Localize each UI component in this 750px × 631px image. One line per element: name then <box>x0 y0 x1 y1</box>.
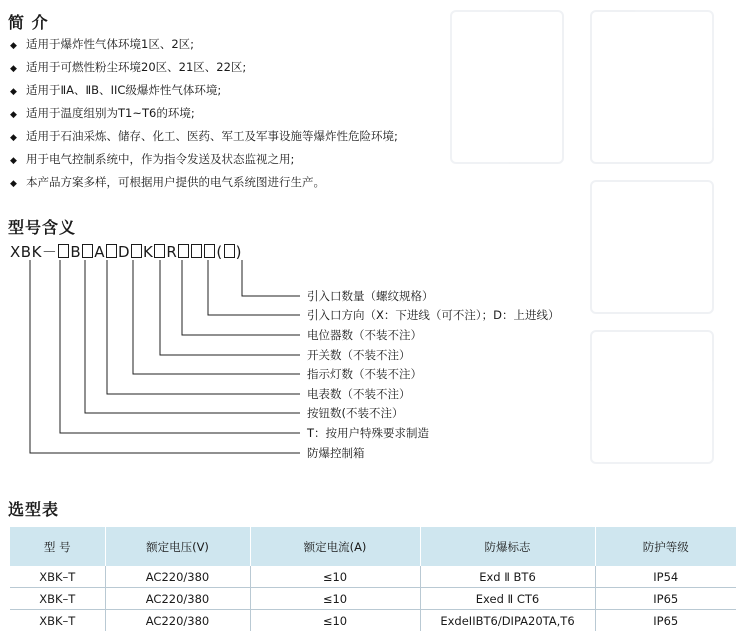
diamond-icon: ◆ <box>10 58 26 81</box>
legend-entry-entry-count: 引入口数量（螺纹规格） <box>307 289 434 303</box>
table-row <box>10 588 736 610</box>
table-cell: ExdeIIBT6/DIPA20TA,T6 <box>420 610 595 631</box>
legend-entry-entry-direction: 引入口方向（X：下进线（可不注）；D：上进线） <box>307 308 559 322</box>
column-header: 型 号 <box>10 527 105 566</box>
legend-line <box>208 260 300 315</box>
selection-table <box>10 527 736 631</box>
legend-entry-potentiometer: 电位器数（不装不注） <box>307 328 422 342</box>
table-row <box>10 610 736 631</box>
table-cell: IP65 <box>595 588 736 610</box>
table-cell: Exed Ⅱ CT6 <box>420 588 595 610</box>
table-cell: ≤10 <box>250 588 420 610</box>
column-header: 额定电压(V) <box>105 527 250 566</box>
table-cell: XBK–T <box>10 588 105 610</box>
table-cell: ≤10 <box>250 610 420 631</box>
legend-line <box>85 260 300 413</box>
list-item: ◆ 用于电气控制系统中，作为指令发送及状态监视之用; <box>10 148 398 171</box>
legend-line <box>242 260 300 296</box>
table-cell: IP54 <box>595 566 736 588</box>
model-title: 型号含义 <box>8 215 76 238</box>
model-code: XBK－ B A D K R ( ) <box>10 241 242 262</box>
table-cell: IP65 <box>595 610 736 631</box>
list-item: ◆ 适用于可燃性粉尘环境20区、21区、22区; <box>10 56 398 79</box>
list-item: ◆ 本产品方案多样，可根据用户提供的电气系统图进行生产。 <box>10 171 398 194</box>
table-cell: AC220/380 <box>105 610 250 631</box>
list-item: ◆ 适用于石油采炼、储存、化工、医药、军工及军事设施等爆炸性危险环境; <box>10 125 398 148</box>
legend-entry-switch: 开关数（不装不注） <box>307 348 411 362</box>
legend-line <box>30 260 300 453</box>
list-item: ◆ 适用于温度组别为T1~T6的环境; <box>10 102 398 125</box>
legend-entry-special: T：按用户特殊要求制造 <box>307 426 429 440</box>
column-header: 额定电流(A) <box>250 527 420 566</box>
legend-line <box>182 260 300 335</box>
legend-entry-box: 防爆控制箱 <box>307 446 365 460</box>
diamond-icon: ◆ <box>10 104 26 127</box>
table-cell: AC220/380 <box>105 588 250 610</box>
intro-title: 简 介 <box>8 10 49 33</box>
diamond-icon: ◆ <box>10 35 26 58</box>
diamond-icon: ◆ <box>10 127 26 150</box>
column-header: 防护等级 <box>595 527 736 566</box>
legend-entry-button: 按钮数(不装不注） <box>307 406 404 420</box>
table-cell: XBK–T <box>10 610 105 631</box>
table-cell: ≤10 <box>250 566 420 588</box>
legend-line <box>60 260 300 433</box>
table-row <box>10 566 736 588</box>
table-cell: Exd Ⅱ BT6 <box>420 566 595 588</box>
legend-entry-indicator: 指示灯数（不装不注） <box>307 367 422 381</box>
column-header: 防爆标志 <box>420 527 595 566</box>
diamond-icon: ◆ <box>10 150 26 173</box>
diamond-icon: ◆ <box>10 81 26 104</box>
table-cell: XBK–T <box>10 566 105 588</box>
table-header-row <box>10 527 736 566</box>
table-cell: AC220/380 <box>105 566 250 588</box>
legend-entry-meter: 电表数（不装不注） <box>307 387 411 401</box>
selection-title: 选型表 <box>8 497 59 520</box>
list-item: ◆ 适用于爆炸性气体环境1区、2区; <box>10 33 398 56</box>
legend-line <box>133 260 300 374</box>
legend-line <box>160 260 300 355</box>
list-item: ◆ 适用于ⅡA、ⅡB、IIC级爆炸性气体环境; <box>10 79 398 102</box>
diamond-icon: ◆ <box>10 173 26 196</box>
